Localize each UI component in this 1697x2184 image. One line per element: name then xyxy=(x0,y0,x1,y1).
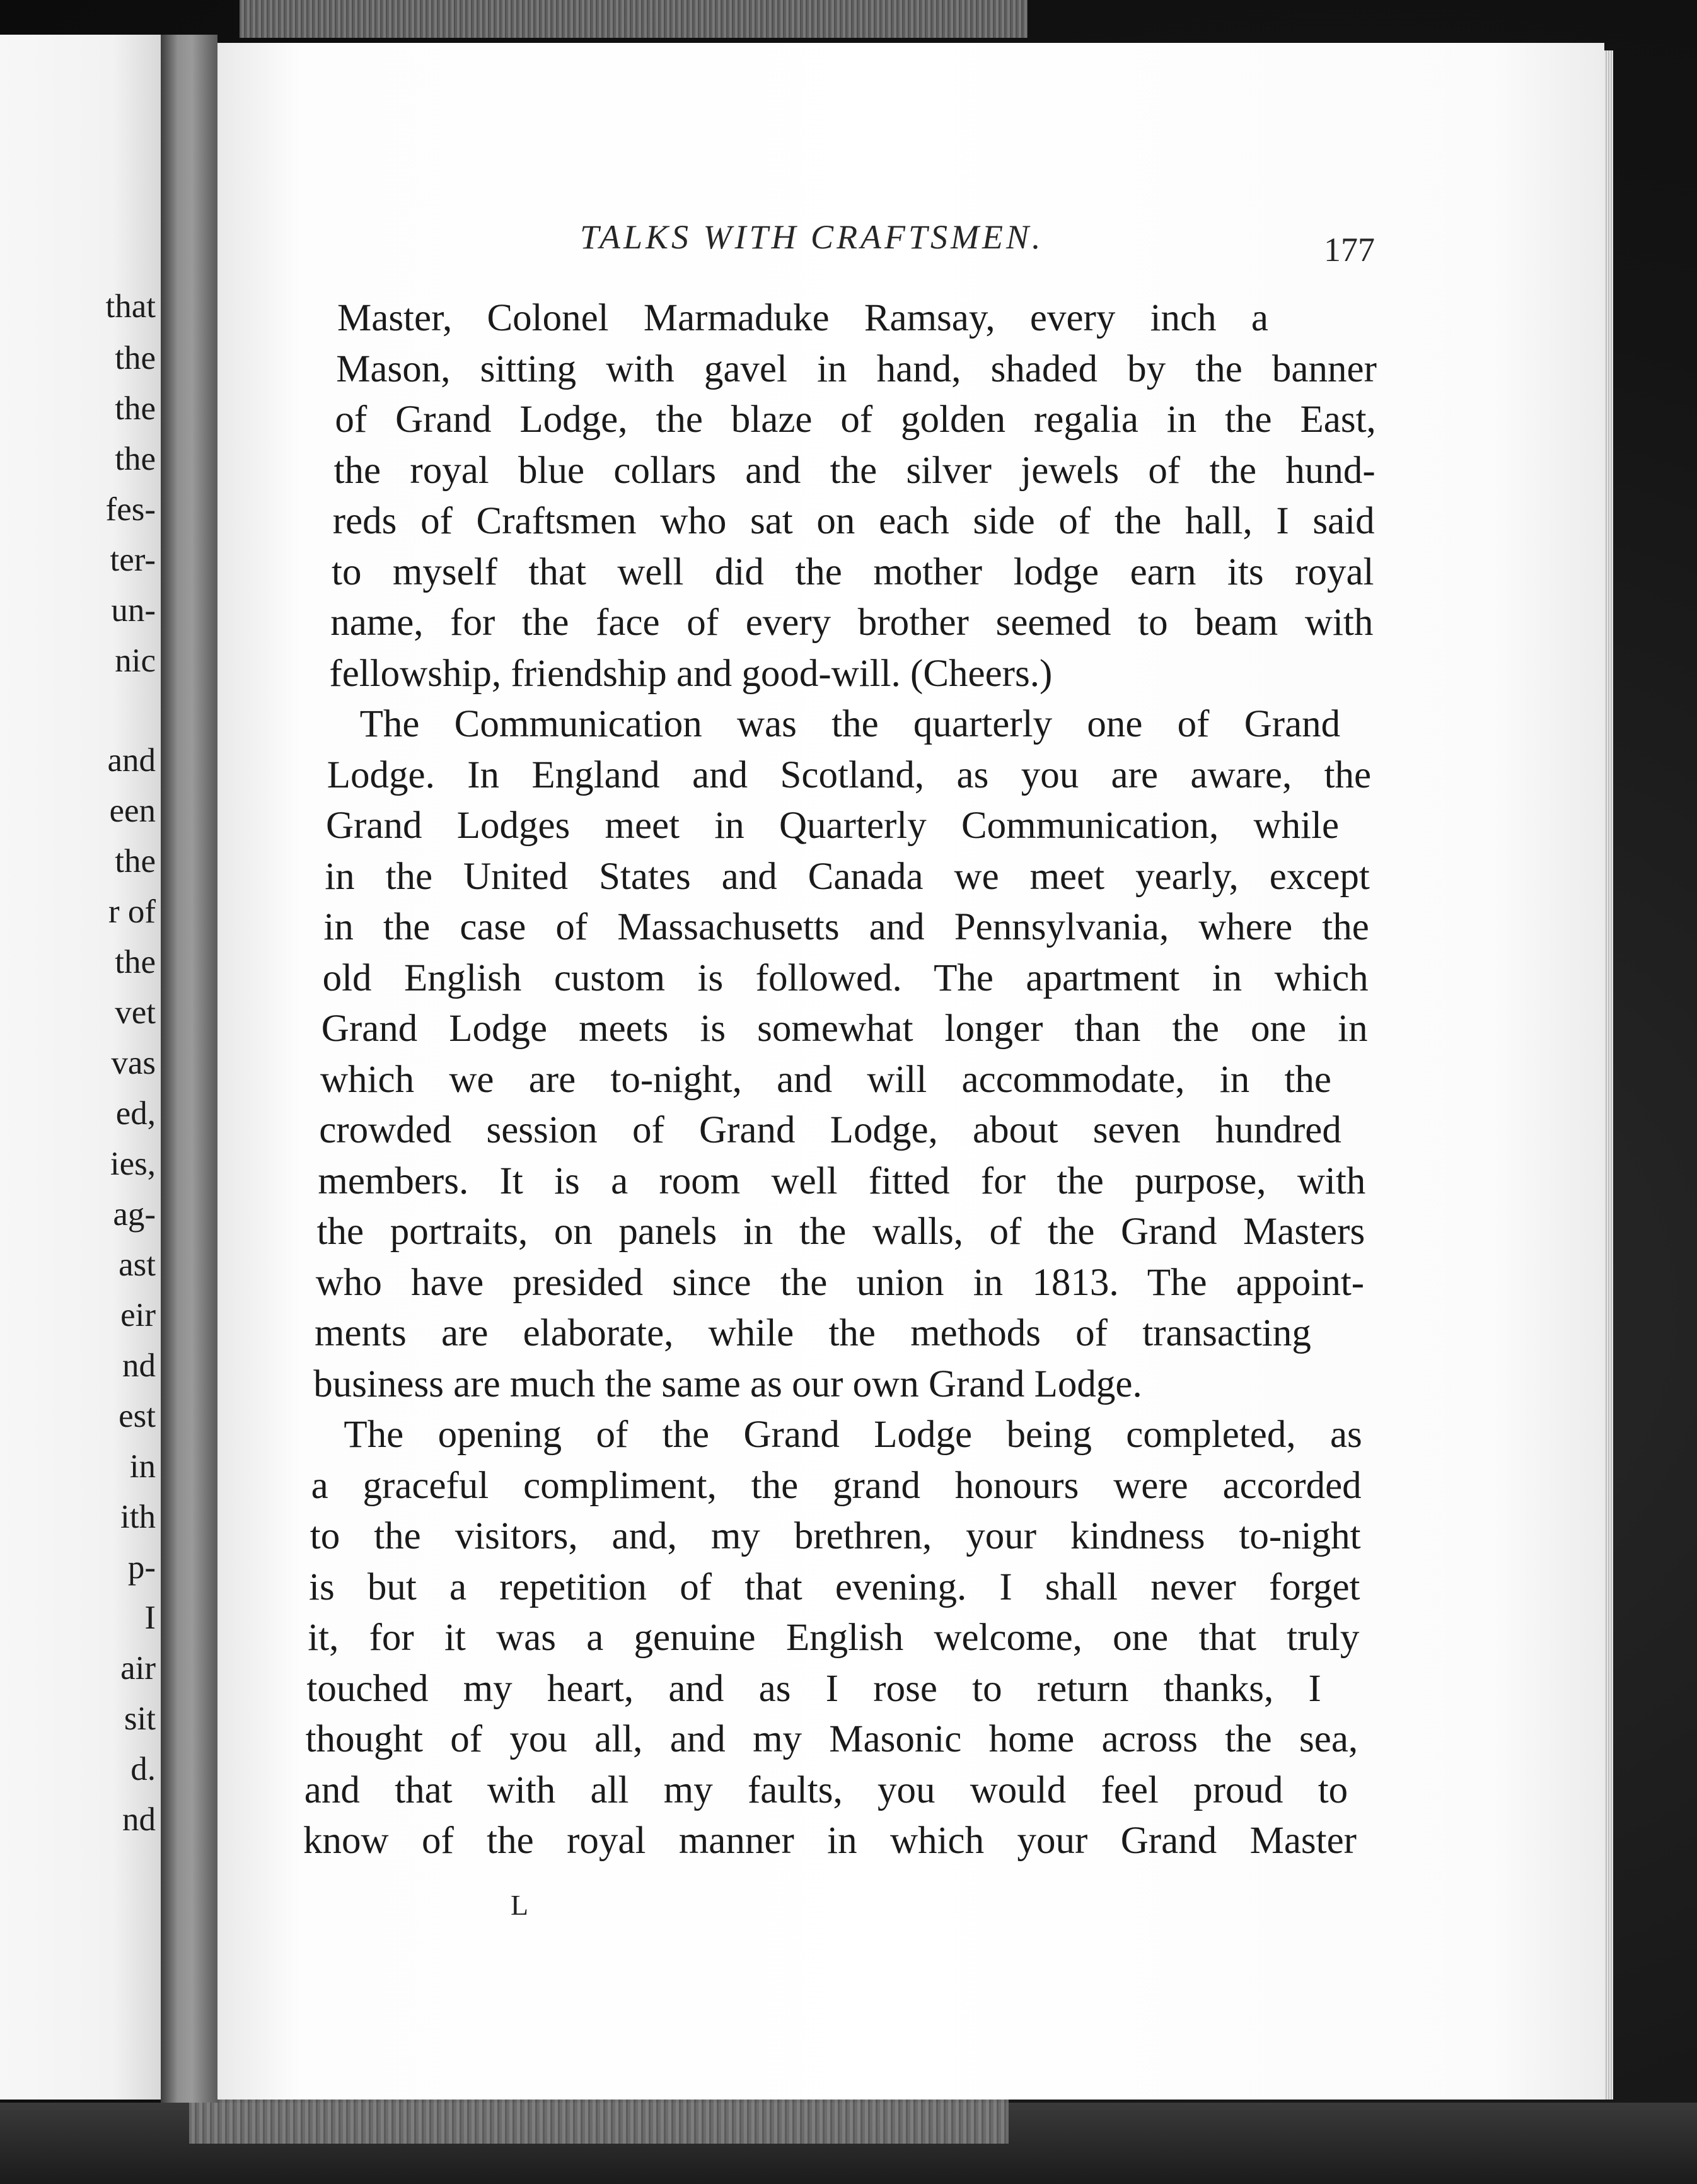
left-page-fragment: and xyxy=(107,742,156,779)
left-page-fragment: the xyxy=(115,944,156,980)
text-line: which we are to-night, and will accommodate, in the xyxy=(320,1058,1331,1101)
text-line: in the case of Massachusetts and Pennsylvania, where the xyxy=(323,906,1369,948)
book-cover-bottom xyxy=(189,2100,1009,2144)
text-line: thought of you all, and my Masonic home across the sea, xyxy=(305,1718,1358,1760)
left-page-fragment: the xyxy=(115,340,156,376)
text-line: reds of Craftsmen who sat on each side of the hall, I said xyxy=(332,500,1375,542)
book-gutter xyxy=(161,35,217,2103)
text-line: ments are elaborate, while the methods of transacting xyxy=(315,1312,1311,1354)
left-page-fragment: eir xyxy=(120,1297,156,1333)
text-line: business are much the same as our own Grand Lodge. xyxy=(313,1362,1142,1405)
left-page-fragment: the xyxy=(115,390,156,427)
left-page-fragment: vet xyxy=(115,994,156,1031)
left-page-fragment: p- xyxy=(127,1549,156,1586)
text-line: members. It is a room well fitted for the purpose, with xyxy=(318,1159,1366,1202)
text-line: in the United States and Canada we meet yearly, except xyxy=(325,855,1370,898)
text-line: Grand Lodge meets is somewhat longer than the one in xyxy=(321,1008,1368,1050)
text-line: who have presided since the union in 1813. The appoint- xyxy=(315,1261,1365,1304)
text-line: and that with all my faults, you would feel proud to xyxy=(304,1769,1348,1811)
left-page-fragment: that xyxy=(105,288,156,325)
left-page-fragment: un- xyxy=(111,592,156,629)
text-line: Grand Lodges meet in Quarterly Communication, while xyxy=(326,804,1340,847)
book-cover-top xyxy=(240,0,1028,38)
left-page-fragment: sit xyxy=(124,1700,156,1737)
left-page-fragment: ith xyxy=(120,1499,156,1535)
left-page-fragment: nd xyxy=(122,1801,156,1838)
left-page-fragment: r of xyxy=(108,893,156,930)
left-page-fragment: I xyxy=(144,1600,156,1636)
left-page-fragment: een xyxy=(109,793,156,829)
text-line: to myself that well did the mother lodge earn its royal xyxy=(332,550,1374,593)
left-page-fragment: ed, xyxy=(115,1095,156,1132)
text-line: name, for the face of every brother seemed to beam with xyxy=(330,601,1374,644)
text-line: Master, Colonel Marmaduke Ramsay, every inch a xyxy=(337,297,1268,339)
text-line: old English custom is followed. The apartment in which xyxy=(322,956,1369,999)
left-page xyxy=(0,35,161,2100)
left-page-fragment: nd xyxy=(122,1347,156,1384)
left-page-fragment: est xyxy=(119,1398,156,1434)
text-line: it, for it was a genuine English welcome, one that truly xyxy=(308,1617,1360,1659)
left-page-fragment: air xyxy=(120,1650,156,1687)
left-page-fragment: ter- xyxy=(110,542,156,578)
page-edges xyxy=(1604,50,1613,2100)
text-line: is but a repetition of that evening. I shall never forget xyxy=(309,1565,1360,1608)
text-line: to the visitors, and, my brethren, your kindness to-night xyxy=(310,1515,1361,1557)
text-line: of Grand Lodge, the blaze of golden regalia in the East, xyxy=(335,398,1376,441)
page-number: 177 xyxy=(1324,231,1375,269)
signature-mark: L xyxy=(511,1889,529,1921)
text-line: Lodge. In England and Scotland, as you are aware, the xyxy=(327,753,1372,796)
text-line: the royal blue collars and the silver jewels of the hund- xyxy=(333,449,1376,492)
left-page-fragment: vas xyxy=(111,1045,156,1081)
text-line: the portraits, on panels in the walls, of the Grand Masters xyxy=(316,1211,1365,1253)
left-page-fragment: fes- xyxy=(105,491,156,528)
text-line: touched my heart, and as I rose to return thanks, I xyxy=(306,1667,1321,1710)
text-line: crowded session of Grand Lodge, about seven hundred xyxy=(319,1109,1341,1151)
text-line: Mason, sitting with gavel in hand, shaded by the banner xyxy=(336,347,1377,390)
left-page-fragment: d. xyxy=(130,1751,156,1787)
text-line: fellowship, friendship and good-will. (Cheers.) xyxy=(329,652,1053,695)
left-page-fragment: ag- xyxy=(113,1196,156,1233)
text-line: know of the royal manner in which your Grand Master xyxy=(303,1820,1357,1862)
left-page-fragment: the xyxy=(115,441,156,477)
text-line: The Communication was the quarterly one of Grand xyxy=(359,703,1341,745)
running-head: TALKS WITH CRAFTSMEN. xyxy=(580,218,1044,256)
left-page-fragment: ast xyxy=(119,1246,156,1283)
text-line: a graceful compliment, the grand honours were accorded xyxy=(311,1464,1362,1507)
left-page-fragment: in xyxy=(129,1448,156,1485)
left-page-fragment: nic xyxy=(115,642,156,679)
left-page-fragment: ies, xyxy=(110,1146,156,1182)
left-page-fragment: the xyxy=(115,843,156,880)
text-line: The opening of the Grand Lodge being completed, as xyxy=(344,1414,1362,1456)
